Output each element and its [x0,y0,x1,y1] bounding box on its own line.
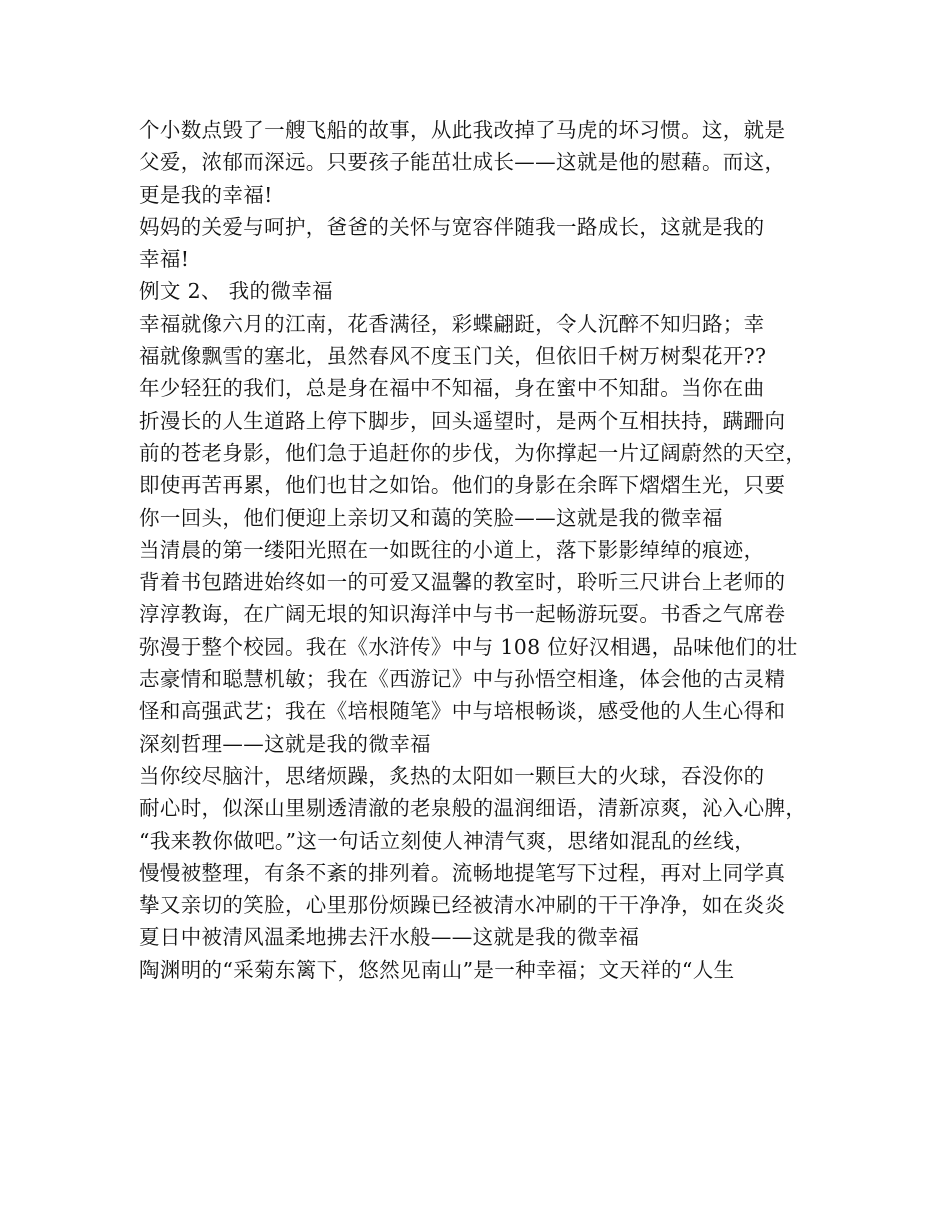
text-line: 背着书包踏进始终如一的可爱又温馨的教室时，聆听三尺讲台上老师的 [139,570,786,595]
text-line: 福就像飘雪的塞北，虽然春风不度玉门关，但依旧千树万树梨花开?? [139,344,767,369]
text-line: 深刻哲理——这就是我的微幸福 [139,731,431,756]
text-line: 更是我的幸福! [139,182,273,207]
text-line: 年少轻狂的我们，总是身在福中不知福，身在蜜中不知甜。当你在曲 [139,376,765,401]
text-line: 志豪情和聪慧机敏；我在《西游记》中与孙悟空相逢，体会他的古灵精 [139,667,786,692]
text-line: 当你绞尽脑汁，思绪烦躁，炙热的太阳如一颗巨大的火球，吞没你的 [139,763,765,788]
document-body [139,114,839,986]
text-line: 挚又亲切的笑脸，心里那份烦躁已经被清水冲刷的干干净净，如在炎炎 [139,893,786,918]
text-line: 幸福! [139,247,190,272]
text-line: 淳淳教诲，在广阔无垠的知识海洋中与书一起畅游玩耍。书香之气席卷 [139,602,786,627]
text-line: 耐心时，似深山里剔透清澈的老泉般的温润细语，清新凉爽，沁入心脾， [139,796,807,821]
text-line: 慢慢被整理，有条不紊的排列着。流畅地提笔写下过程，再对上同学真 [139,860,786,885]
text-line: “我来教你做吧。”这一句话立刻使人神清气爽，思绪如混乱的丝线， [139,828,756,853]
text-line: 陶渊明的“采菊东篱下，悠然见南山”是一种幸福；文天祥的“人生 [139,957,735,982]
text-line: 夏日中被清风温柔地拂去汗水般——这就是我的微幸福 [139,925,640,950]
text-line: 当清晨的第一缕阳光照在一如既往的小道上，落下影影绰绰的痕迹， [139,537,765,562]
text-line: 即使再苦再累，他们也甘之如饴。他们的身影在余晖下熠熠生光，只要 [139,473,786,498]
text-line: 父爱，浓郁而深远。只要孩子能茁壮成长——这就是他的慰藉。而这， [139,150,786,175]
text-line: 幸福就像六月的江南，花香满径，彩蝶翩跹，令人沉醉不知归路；幸 [139,311,765,336]
text-line: 前的苍老身影，他们急于追赶你的步伐，为你撑起一片辽阔蔚然的天空， [139,440,807,465]
text-line: 妈妈的关爱与呵护，爸爸的关怀与宽容伴随我一路成长，这就是我的 [139,214,765,239]
text-line: 你一回头，他们便迎上亲切又和蔼的笑脸——这就是我的微幸福 [139,505,723,530]
text-line: 折漫长的人生道路上停下脚步，回头遥望时，是两个互相扶持，蹒跚向 [139,408,786,433]
text-line: 弥漫于整个校园。我在《水浒传》中与 108 位好汉相遇，品味他们的壮 [139,634,798,659]
text-line: 怪和高强武艺；我在《培根随笔》中与培根畅谈，感受他的人生心得和 [139,699,786,724]
text-line: 个小数点毁了一艘飞船的故事，从此我改掉了马虎的坏习惯。这，就是 [139,118,786,142]
section-heading: 例文 2、 我的微幸福 [139,279,333,304]
